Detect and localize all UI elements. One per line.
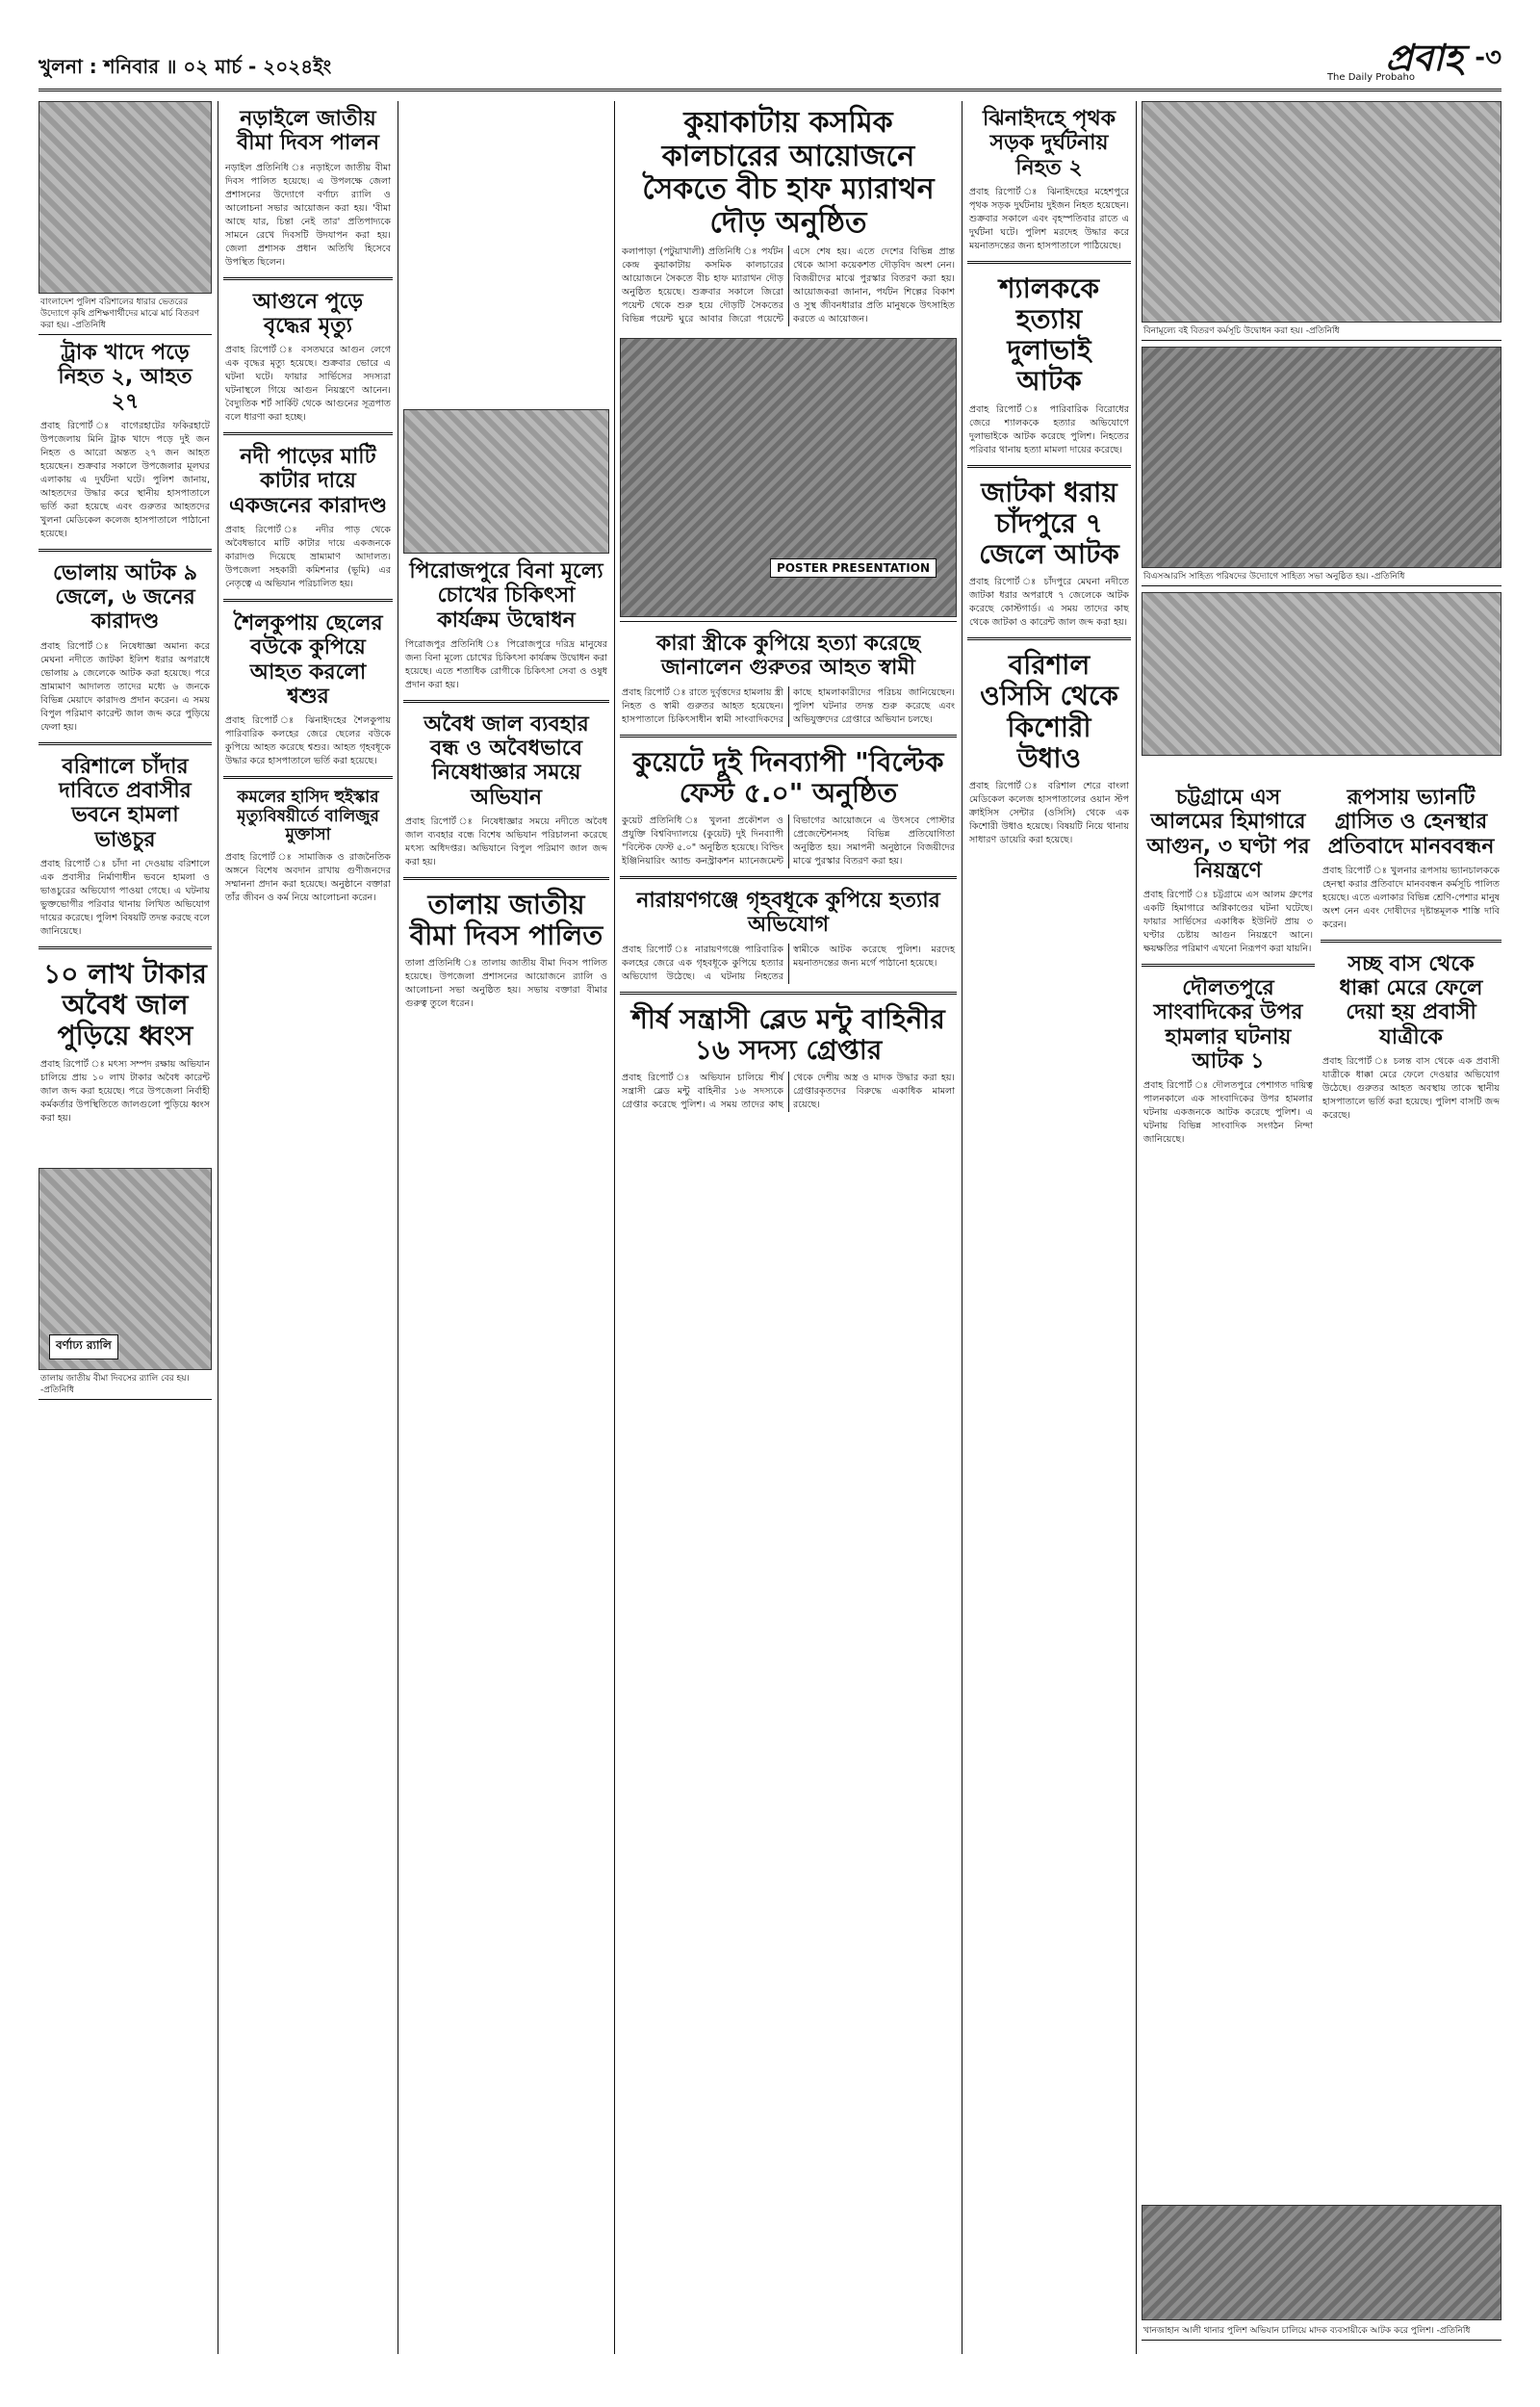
headline: ভোলায় আটক ৯ জেলে, ৬ জনের কারাদণ্ড xyxy=(52,560,198,634)
article-body: তালা প্রতিনিধি ঃ তালায় জাতীয় বীমা দিবস পালিত হয়েছে। উপজেলা প্রশাসনের আয়োজনে র‌্যালি ও আলোচনা সভা অনুষ্ঠিত হয়। সভায় বক্তারা বীমার গুরুত্ব তুলে ধরেন। xyxy=(405,958,607,1010)
award-photo xyxy=(620,338,957,617)
article-body: প্রবাহ রিপোর্ট ঃ চাঁদপুরে মেঘনা নদীতে জাটকা ধরার অপরাধে ৭ জেলেকে আটক করেছে কোস্টগার্ড। এ সময় তাদের কাছ থেকে জাটকা ও কারেন্ট জাল জব্দ করা হয়। xyxy=(969,577,1129,629)
divider xyxy=(223,599,393,602)
rally-banner: বর্ণাঢ্য র‌্যালি xyxy=(49,1334,118,1359)
article-body: প্রবাহ রিপোর্ট ঃ নিষেধাজ্ঞার সময়ে নদীতে অবৈধ জাল ব্যবহার বন্ধে বিশেষ অভিযান পরিচালনা করেছে মৎস্য অধিদপ্তর। অভিযানে বিপুল পরিমাণ জাল জব্দ করা হয়। xyxy=(405,816,607,868)
headline: শীর্ষ সন্ত্রাসী ব্লেড মন্টু বাহিনীর ১৬ সদস্য গ্রেপ্তার xyxy=(631,1002,945,1066)
article-body: নড়াইল প্রতিনিধি ঃ নড়াইলে জাতীয় বীমা দিবস পালিত হয়েছে। এ উপলক্ষে জেলা প্রশাসনের উদ্যোগে বর্ণাঢ্য র‌্যালি ও আলোচনা সভার আয়োজন করা হয়। 'বীমা আছে যার, চিন্তা নেই তার' প্রতিপাদ্যকে সামনে রেখে দিবসটি উদযাপন করা হয়। জেলা প্রশাসক প্রধান অতিথি হিসেবে উপস্থিত ছিলেন। xyxy=(225,162,391,268)
headline: কারা স্ত্রীকে কুপিয়ে হত্যা করেছে জানালেন গুরুতর আহত স্বামী xyxy=(655,632,921,681)
headline: আগুনে পুড়ে বৃদ্ধের মৃত্যু xyxy=(252,289,364,338)
headline: নারায়ণগঞ্জে গৃহবধূকে কুপিয়ে হত্যার অভিযোগ xyxy=(636,888,940,938)
news-photo xyxy=(1142,101,1502,323)
column-rule xyxy=(614,101,615,2354)
divider xyxy=(223,432,393,435)
human-chain-photo xyxy=(1142,592,1502,756)
police-photo xyxy=(1142,2205,1502,2320)
column-3 xyxy=(403,101,609,2354)
photo-caption: বাংলাদেশ পুলিশ বরিশালের ধারার ভেতরের উদ্যোগে কৃষি প্রশিক্ষণার্থীদের মাঝে মার্চ বিতরণ করা হয়। -প্রতিনিধি xyxy=(38,294,212,335)
headline: কমলের হাসিদ হুইস্কার মৃত্যুবিষয়ীর্তে বালিজুর মুক্তাসা xyxy=(237,788,379,845)
article-body: প্রবাহ রিপোর্ট ঃ সামাজিক ও রাজনৈতিক অঙ্গনে বিশেষ অবদান রাখায় গুণীজনদের সম্মাননা প্রদান করা হয়েছে। অনুষ্ঠানে বক্তারা তাঁর জীবন ও কর্ম নিয়ে আলোচনা করেন। xyxy=(225,851,391,903)
headline: শ্যালককে হত্যায় দুলাভাই আটক xyxy=(998,272,1100,398)
newspaper-logo-subtitle: The Daily Probaho xyxy=(1326,72,1415,83)
divider xyxy=(967,465,1131,468)
divider xyxy=(403,700,609,703)
headline: ট্রাক খাদে পড়ে নিহত ২, আহত ২৭ xyxy=(58,341,192,414)
column-7 xyxy=(1142,780,1315,2349)
headline: অবৈধ জাল ব্যবহার বন্ধ ও অবৈধভাবে নিষেধাজ্ঞার সময়ে অভিযান xyxy=(424,712,589,810)
column-rule xyxy=(1136,101,1137,2354)
article-body: প্রবাহ রিপোর্ট ঃ চলন্ত বাস থেকে এক প্রবাসী যাত্রীকে ধাক্কা মেরে ফেলে দেওয়ার অভিযোগ উঠেছে। গুরুতর আহত অবস্থায় তাকে স্থানীয় হাসপাতালে ভর্তি করা হয়েছে। পুলিশ বাসটি জব্দ করেছে। xyxy=(1322,1056,1500,1122)
headline: পিরোজপুরে বিনা মূল্যে চোখের চিকিৎসা কার্যক্রম উদ্বোধন xyxy=(409,559,603,633)
article-body: প্রবাহ রিপোর্ট ঃ নদীর পাড় থেকে অবৈধভাবে মাটি কাটার দায়ে একজনকে কারাদণ্ড দিয়েছে ভ্রাম্যমাণ আদালত। উপজেলা সহকারী কমিশনার (ভূমি) এর নেতৃত্বে এ অভিযান পরিচালিত হয়। xyxy=(225,525,391,590)
headline: সচ্ছ বাস থেকে ধাক্কা মেরে ফেলে দেয়া হয় প্রবাসী যাত্রীকে xyxy=(1339,951,1483,1049)
headline: ১০ লাখ টাকার অবৈধ জাল পুড়িয়ে ধ্বংস xyxy=(43,957,207,1052)
headline: নদী পাড়ের মাটি কাটার দায়ে একজনের কারাদণ্ড xyxy=(228,445,387,518)
photo-caption: বিএসআরসি সাহিত্য পরিষদের উদ্যোগে সাহিত্য সভা অনুষ্ঠিত হয়। -প্রতিনিধি xyxy=(1142,568,1502,586)
divider xyxy=(620,735,957,738)
news-photo xyxy=(38,101,212,294)
divider xyxy=(620,992,957,995)
lead-headline: কুয়াকাটায় কসমিক কালচারের আয়োজনে সৈকতে বীচ হাফ ম্যারাথন দৌড় অনুষ্ঠিত xyxy=(642,106,935,240)
column-2 xyxy=(223,101,393,2354)
headline: জাটকা ধরায় চাঁদপুরে ৭ জেলে আটক xyxy=(979,476,1119,571)
photo-caption: খানজাহান আলী থানার পুলিশ অভিযান চালিয়ে মাদক ব্যবসায়ীকে আটক করে পুলিশ। -প্রতিনিধি xyxy=(1142,2322,1502,2341)
divider xyxy=(967,637,1131,640)
article-body: পিরোজপুর প্রতিনিধি ঃ পিরোজপুরে দরিদ্র মানুষের জন্য বিনা মূল্যে চোখের চিকিৎসা কার্যক্রম উদ্বোধন করা হয়েছে। এতে শতাধিক রোগীকে চিকিৎসা সেবা ও ওষুধ প্রদান করা হয়। xyxy=(405,638,607,690)
divider xyxy=(38,742,212,745)
article-body: প্রবাহ রিপোর্ট ঃ রাতে দুর্বৃত্তদের হামলায় স্ত্রী নিহত ও স্বামী গুরুতর আহত হয়েছেন। হাসপাতালে চিকিৎসাধীন স্বামী সাংবাদিকদের কাছে হামলাকারীদের পরিচয় জানিয়েছেন। পুলিশ ঘটনার তদন্ত শুরু করেছে এবং অভিযুক্তদের গ্রেপ্তারে অভিযান চলছে। xyxy=(622,686,955,725)
article-body: প্রবাহ রিপোর্ট ঃ বাগেরহাটের ফকিরহাটে উপজেলায় মিনি ট্রাক খাদে পড়ে দুই জন নিহত ও আরো অন্তত ২৭ জন আহত হয়েছেন। শুক্রবার সকালে উপজেলার মূলঘর এলাকায় এ দুর্ঘটনা ঘটে। পুলিশ জানায়, আহতদের উদ্ধার করে স্থানীয় হাসপাতালে ভর্তি করা হয়েছে এবং গুরুতর আহতদের খুলনা মেডিকেল কলেজ হাসপাতালে পাঠানো হয়েছে। xyxy=(40,420,210,539)
right-photo-block xyxy=(1142,101,1502,775)
headline: তালায় জাতীয় বীমা দিবস পালিত xyxy=(409,889,603,952)
rally-photo xyxy=(38,1168,212,1370)
divider xyxy=(620,621,957,622)
headline: চট্টগ্রামে এস আলমের হিমাগারে আগুন, ৩ ঘণ্টা পর নিয়ন্ত্রণে xyxy=(1146,786,1310,883)
poster-presentation-banner: POSTER PRESENTATION xyxy=(770,558,937,578)
divider xyxy=(38,946,212,949)
divider xyxy=(620,876,957,879)
divider xyxy=(38,549,212,552)
lead-article-body: কলাপাড়া (পটুয়াখালী) প্রতিনিধি ঃ পর্যটন কেন্দ্র কুয়াকাটায় কসমিক কালচারের আয়োজনে সৈকতে বীচ হাফ ম্যারাথন দৌড় অনুষ্ঠিত হয়েছে। শুক্রবার সকালে জিরো পয়েন্ট থেকে শুরু হয়ে দৌড়টি সৈকতের বিভিন্ন পয়েন্ট ঘুরে আবার জিরো পয়েন্টে এসে শেষ হয়। এতে দেশের বিভিন্ন প্রান্ত থেকে আসা কয়েকশত দৌড়বিদ অংশ নেন। বিজয়ীদের মাঝে পুরস্কার বিতরণ করা হয়। আয়োজকরা জানান, পর্যটন শিল্পের বিকাশ ও সুস্থ জীবনধারার প্রতি মানুষকে উৎসাহিত করতে এ আয়োজন। xyxy=(622,246,955,324)
divider xyxy=(967,261,1131,264)
headline: ঝিনাইদহে পৃথক সড়ক দুর্ঘটনায় নিহত ২ xyxy=(982,107,1116,180)
divider xyxy=(1321,940,1502,943)
article-body: প্রবাহ রিপোর্ট ঃ নিষেধাজ্ঞা অমান্য করে মেঘনা নদীতে জাটকা ইলিশ ধরার অপরাধে ভোলায় ৯ জেলেকে আটক করা হয়েছে। পরে ভ্রাম্যমাণ আদালত তাদের মধ্যে ৬ জনকে বিভিন্ন মেয়াদে কারাদণ্ড প্রদান করেন। এ সময় বিপুল পরিমাণ কারেন্ট জাল জব্দ করে পুড়িয়ে ফেলা হয়। xyxy=(40,640,210,733)
article-body: প্রবাহ রিপোর্ট ঃ বরিশাল শেরে বাংলা মেডিকেল কলেজ হাসপাতালের ওয়ান স্টপ ক্রাইসিস সেন্টার (ওসিসি) থেকে এক কিশোরী উধাও হয়েছে। বিষয়টি নিয়ে থানায় সাধারণ ডায়েরি করা হয়েছে। xyxy=(969,780,1129,845)
lead-column xyxy=(620,101,957,2354)
page-number: -৩ xyxy=(1475,43,1502,72)
newspaper-logo: প্রবাহ xyxy=(1385,37,1463,79)
divider xyxy=(223,776,393,779)
article-body: প্রবাহ রিপোর্ট ঃ চট্টগ্রামে এস আলম গ্রুপের একটি হিমাগারে অগ্নিকাণ্ডের ঘটনা ঘটেছে। ফায়ার সার্ভিসের একাধিক ইউনিট প্রায় ৩ ঘণ্টার চেষ্টায় আগুন নিয়ন্ত্রণে আনে। ক্ষয়ক্ষতির পরিমাণ এখনো নিরূপণ করা যায়নি। xyxy=(1143,890,1313,955)
column-6 xyxy=(967,101,1131,2354)
article-body: প্রবাহ রিপোর্ট ঃ মৎস্য সম্পদ রক্ষায় অভিযান চালিয়ে প্রায় ১০ লাখ টাকার অবৈধ কারেন্ট জাল জব্দ করা হয়েছে। পরে উপজেলা নির্বাহী কর্মকর্তার উপস্থিতিতে জালগুলো পুড়িয়ে ধ্বংস করা হয়। xyxy=(40,1058,211,1124)
divider xyxy=(223,277,393,280)
article-body: প্রবাহ রিপোর্ট ঃ চাঁদা না দেওয়ায় বরিশালে এক প্রবাসীর নির্মাণাধীন ভবনে হামলা ও ভাঙচুরের অভিযোগ পাওয়া গেছে। এ ঘটনায় ভুক্তভোগীর পরিবার থানায় লিখিত অভিযোগ দায়ের করেছে। পুলিশ বিষয়টি তদন্ত করছে বলে জানিয়েছে। xyxy=(40,858,210,937)
headline: কুয়েটে দুই দিনব্যাপী "বিল্টেক ফেস্ট ৫.০" অনুষ্ঠিত xyxy=(632,745,944,809)
dateline: খুলনা : শনিবার ॥ ০২ মার্চ - ২০২৪ইং xyxy=(38,55,332,78)
article-body: প্রবাহ রিপোর্ট ঃ অভিযান চালিয়ে শীর্ষ সন্ত্রাসী ব্লেড মন্টু বাহিনীর ১৬ সদস্যকে গ্রেপ্তার করেছে পুলিশ। এ সময় তাদের কাছ থেকে দেশীয় অস্ত্র ও মাদক উদ্ধার করা হয়। গ্রেপ্তারকৃতদের বিরুদ্ধে একাধিক মামলা রয়েছে। xyxy=(622,1072,955,1110)
article-body: প্রবাহ রিপোর্ট ঃ বসতঘরে আগুন লেগে এক বৃদ্ধের মৃত্যু হয়েছে। শুক্রবার ভোরে এ ঘটনা ঘটে। ফায়ার সার্ভিসের সদস্যরা ঘটনাস্থলে গিয়ে আগুন নিয়ন্ত্রণে আনেন। বৈদ্যুতিক শর্ট সার্কিট থেকে আগুনের সূত্রপাত বলে ধারণা করা হচ্ছে। xyxy=(225,345,391,424)
article-body: প্রবাহ রিপোর্ট ঃ দৌলতপুরে পেশাগত দায়িত্ব পালনকালে এক সাংবাদিকের উপর হামলার ঘটনায় একজনকে আটক করেছে পুলিশ। এ ঘটনায় বিভিন্ন সাংবাদিক সংগঠন নিন্দা জানিয়েছে। xyxy=(1143,1080,1313,1146)
column-8 xyxy=(1321,780,1502,2349)
headline: দৌলতপুরে সাংবাদিকের উপর হামলার ঘটনায় আটক ১ xyxy=(1153,976,1303,1074)
headline: নড়াইলে জাতীয় বীমা দিবস পালন xyxy=(237,107,379,156)
headline: রূপসায় ভ্যানটি গ্রাসিত ও হেনস্থার প্রতিবাদে মানববন্ধন xyxy=(1327,786,1495,859)
headline: বরিশালে চাঁদার দাবিতে প্রবাসীর ভবনে হামলা ভাঙচুর xyxy=(59,754,192,852)
divider xyxy=(1142,964,1315,967)
headline: বরিশাল ওসিসি থেকে কিশোরী উধাও xyxy=(980,649,1118,774)
column-1 xyxy=(38,101,212,2354)
headline: শৈলকুপায় ছেলের বউকে কুপিয়ে আহত করলো শ্বশুর xyxy=(233,611,383,709)
divider xyxy=(403,877,609,880)
photo-caption: তালায় জাতীয় বীমা দিবসের র‌্যালি বের হয়। -প্রতিনিধি xyxy=(38,1370,212,1400)
news-photo xyxy=(1142,347,1502,568)
article-body: প্রবাহ রিপোর্ট ঃ ঝিনাইদহের মহেশপুরে পৃথক সড়ক দুর্ঘটনায় দুইজন নিহত হয়েছেন। শুক্রবার সকালে এবং বৃহস্পতিবার রাতে এ দুর্ঘটনা ঘটে। পুলিশ মরদেহ উদ্ধার করে ময়নাতদন্তের জন্য হাসপাতালে পাঠিয়েছে। xyxy=(969,186,1129,251)
article-body: কুয়েট প্রতিনিধি ঃ খুলনা প্রকৌশল ও প্রযুক্তি বিশ্ববিদ্যালয়ে (কুয়েট) দুই দিনব্যাপী "বিল্টেক ফেস্ট ৫.০" অনুষ্ঠিত হয়েছে। বিল্ডিং ইঞ্জিনিয়ারিং অ্যান্ড কনস্ট্রাকশন ম্যানেজমেন্ট বিভাগের আয়োজনে এ উৎসবে পোস্টার প্রেজেন্টেশনসহ বিভিন্ন প্রতিযোগিতা অনুষ্ঠিত হয়। সমাপনী অনুষ্ঠানে বিজয়ীদের মাঝে পুরস্কার বিতরণ করা হয়। xyxy=(622,815,955,867)
photo-caption: বিনামূল্যে বই বিতরণ কর্মসূচি উদ্বোধন করা হয়। -প্রতিনিধি xyxy=(1142,323,1502,341)
article-body: প্রবাহ রিপোর্ট ঃ পারিবারিক বিরোধের জেরে শ্যালককে হত্যার অভিযোগে দুলাভাইকে আটক করেছে পুলিশ। নিহতের পরিবার থানায় হত্যা মামলা দায়ের করেছে। xyxy=(969,403,1129,455)
article-body: প্রবাহ রিপোর্ট ঃ খুলনার রূপসায় ভ্যানচালককে হেনস্থা করার প্রতিবাদে মানববন্ধন কর্মসূচি পালিত হয়েছে। এতে এলাকার বিভিন্ন শ্রেণি-পেশার মানুষ অংশ নেন এবং দোষীদের দৃষ্টান্তমূলক শাস্তি দাবি করেন। xyxy=(1322,865,1500,930)
article-body: প্রবাহ রিপোর্ট ঃ ঝিনাইদহের শৈলকুপায় পারিবারিক কলহের জেরে ছেলের বউকে কুপিয়ে আহত করেছে শ্বশুর। আহত গৃহবধূকে উদ্ধার করে হাসপাতালে ভর্তি করা হয়েছে। xyxy=(225,715,391,767)
news-photo xyxy=(403,409,609,554)
masthead xyxy=(38,24,1502,91)
article-body: প্রবাহ রিপোর্ট ঃ নারায়ণগঞ্জে পারিবারিক কলহের জেরে এক গৃহবধূকে কুপিয়ে হত্যার অভিযোগ উঠেছে। এ ঘটনায় নিহতের স্বামীকে আটক করেছে পুলিশ। মরদেহ ময়নাতদন্তের জন্য মর্গে পাঠানো হয়েছে। xyxy=(622,944,955,982)
